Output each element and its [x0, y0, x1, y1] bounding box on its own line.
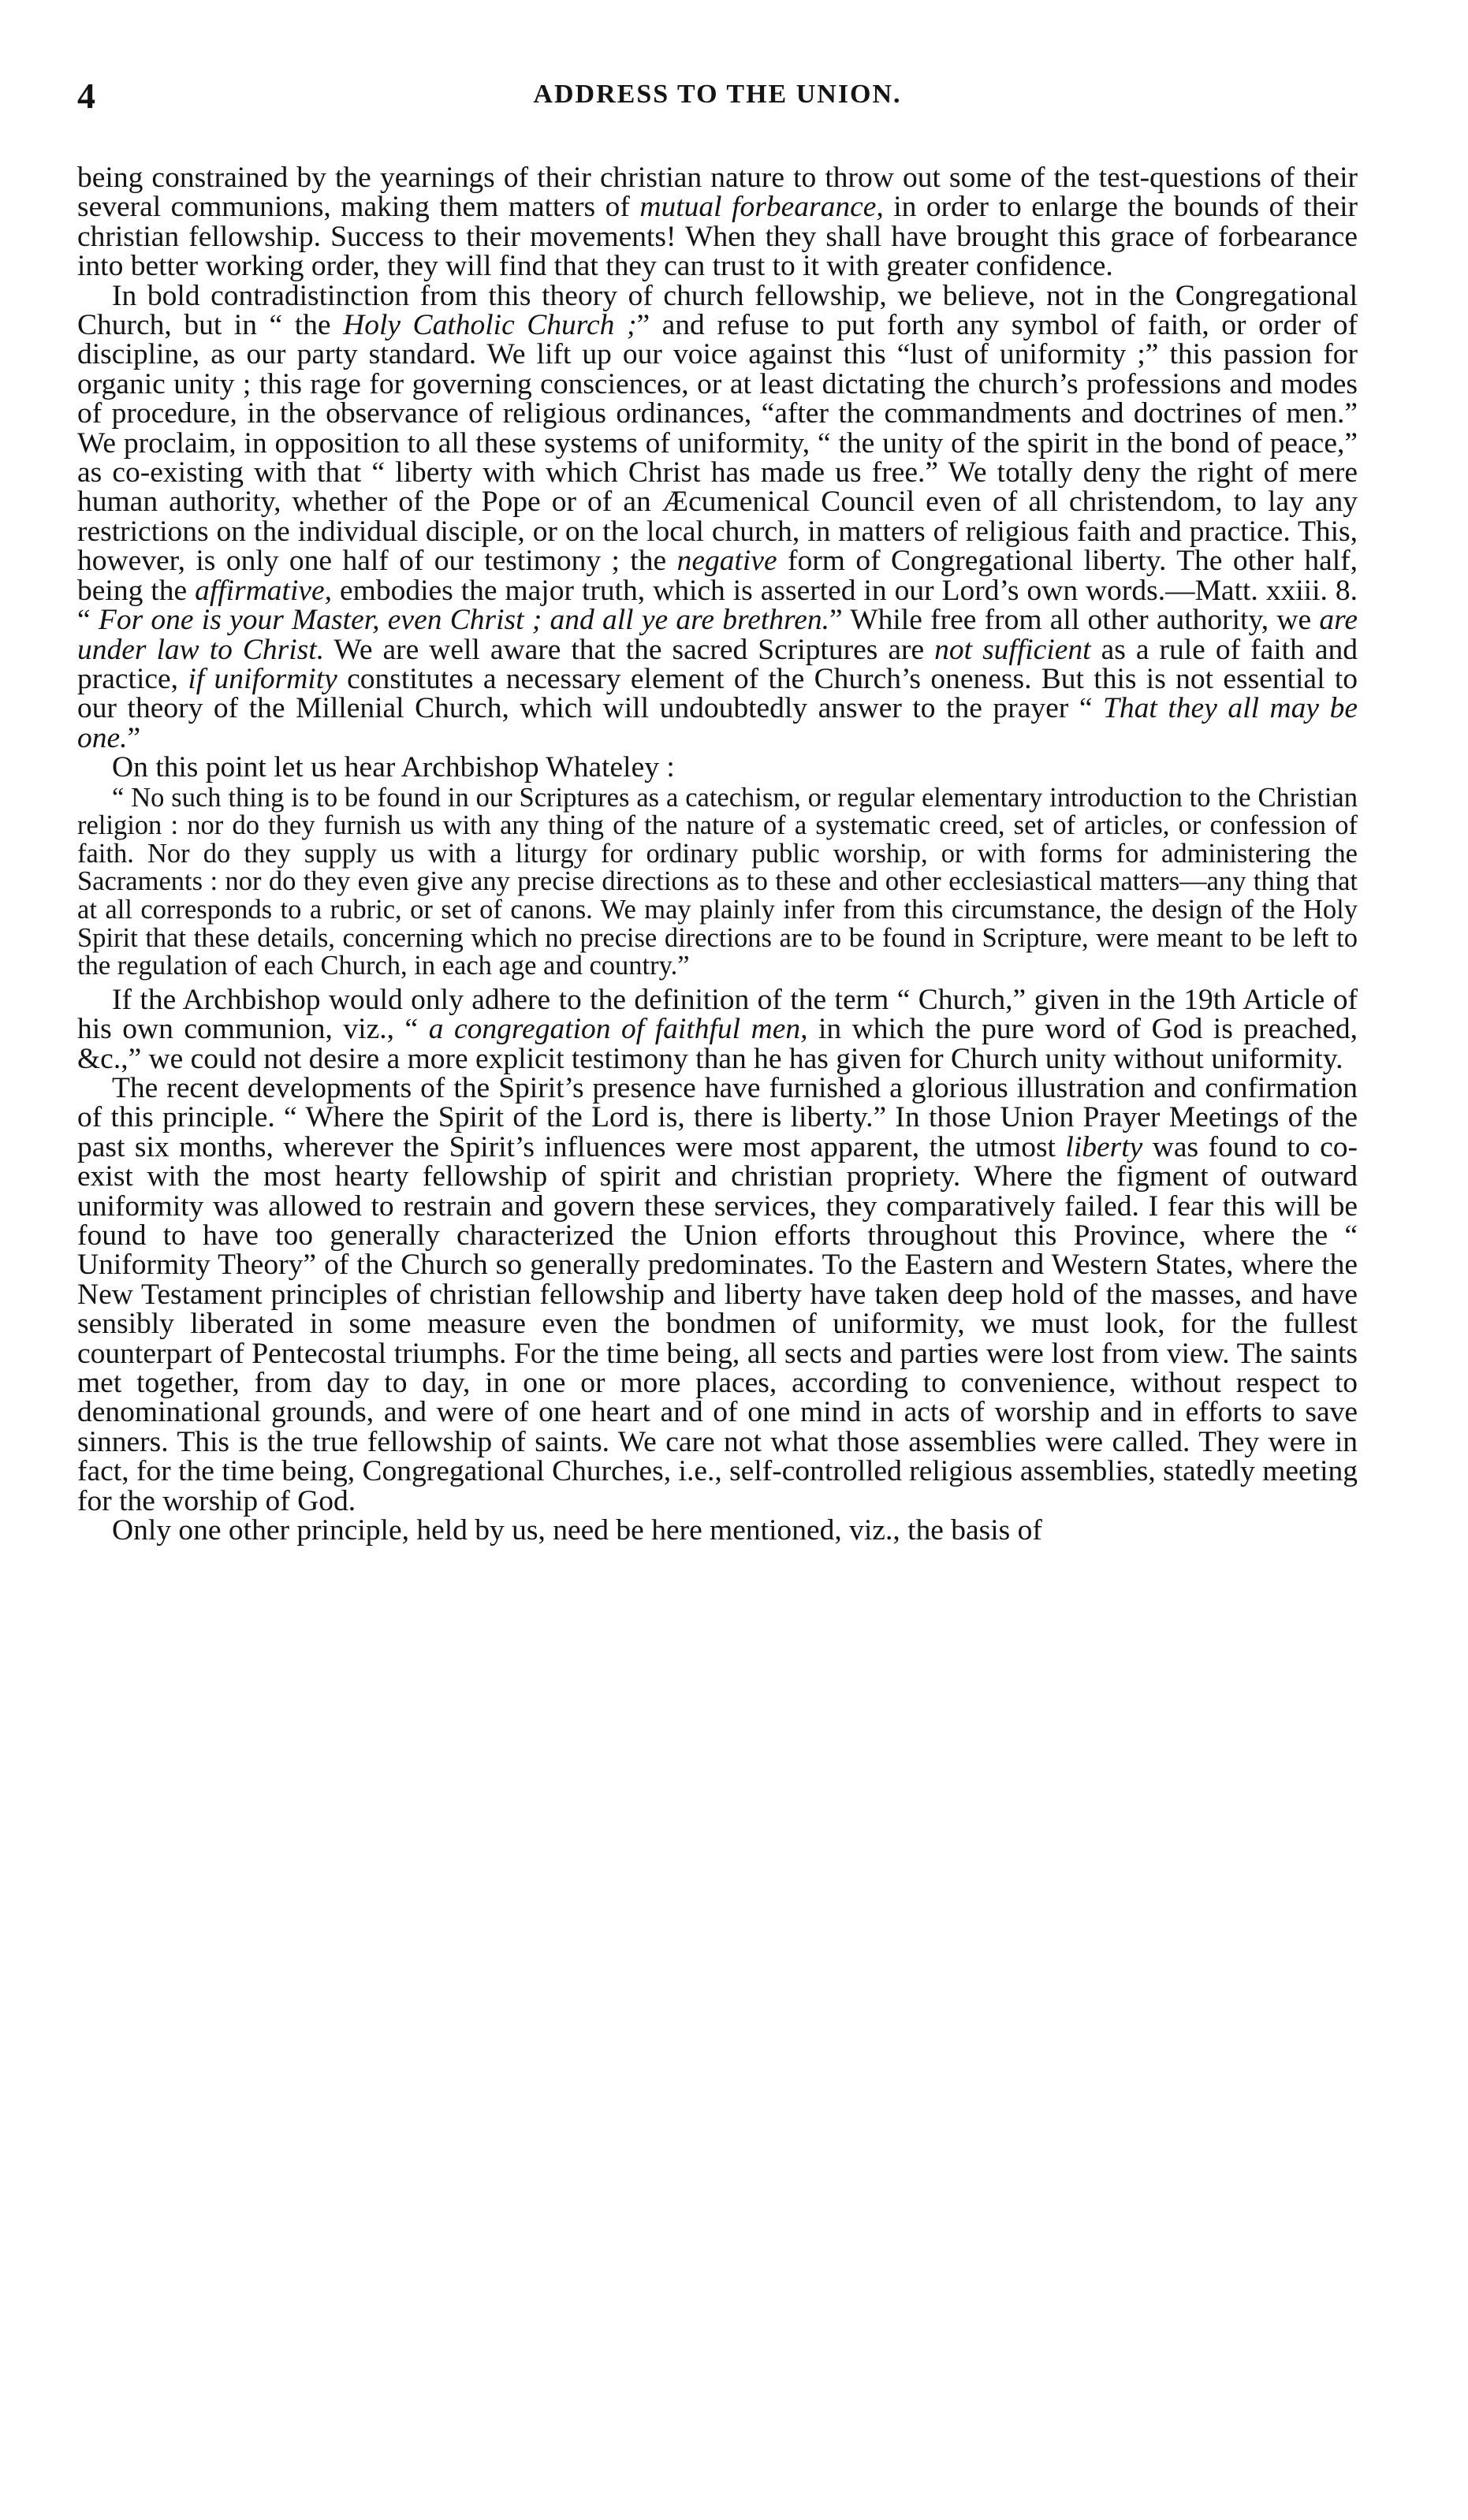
block-quote: [77, 784, 1358, 981]
text-run: The recent developments of the Spirit’s presence have furnished a glorious illustration and confirmation of this principle. “ Where the Spirit of the Lord is, there is liberty.” In those Union Prayer Meetings of the past six months, wherever the Spirit’s influences were most apparent, the utmost: [77, 1071, 1358, 1163]
text-run: constitutes a necessary element of the Church’s oneness. But this is not essential to our theory of the Millenial Church, which will undoubtedly answer to the prayer “: [77, 662, 1358, 725]
italic-run: a congregation of faithful men,: [428, 1013, 808, 1046]
text-run: On this point let us hear Archbishop Whateley :: [112, 751, 675, 784]
page-header: [77, 75, 1358, 132]
page-number: 4: [77, 76, 95, 116]
text-run: Only one other principle, held by us, need be here mentioned, viz., the basis of: [112, 1514, 1042, 1547]
paragraph-other-principle: [77, 1516, 1358, 1545]
paragraph-whateley-intro: [77, 753, 1358, 782]
text-run: embodies the major truth, which is asserted in our Lord’s own words.—Matt. xxiii. 8. “: [77, 574, 1358, 637]
text-run: form of Congregational liberty. The other half, being the: [77, 545, 1358, 607]
paragraph-recent-developments: [77, 1071, 1358, 1517]
quote-text: [77, 784, 1358, 981]
text-run: ” While free from all other authority, we: [829, 604, 1320, 637]
running-title: ADDRESS TO THE UNION.: [533, 80, 902, 109]
text-run: was found to co-exist with the most hearty fellowship of spirit and christian propriety. Where the figment of outward uniformity was allowed to restrain and govern these services, they comparatively failed. I fear this will be found to have too generally characterized the Union efforts throughout this Province, where the “ Uniformity Theory” of the Church so generally predominates. To the Eastern and Western States, where the New Testament principles of christian fellowship and liberty have taken deep hold of the masses, and have sensibly liberated in some measure even the bondmen of uniformity, we must look, for the fullest counterpart of Pentecostal triumphs. For the time being, all sects and parties were lost from view. The saints met together, from day to day, in one or more places, according to convenience, without respect to denominational grounds, and were of one heart and of one mind in acts of worship and in efforts to save sinners. This is the true fellowship of saints. We care not what those assemblies were called. They were in fact, for the time being, Congregational Churches, i.e., self-controlled religious assemblies, statedly meeting for the worship of God.: [77, 1130, 1358, 1517]
text-run: In bold contradistinction from this theory of church fellowship, we believe, not in the Congregational Church, but in “ the: [77, 279, 1358, 342]
italic-run: mutual forbearance,: [639, 191, 884, 224]
italic-run: That they all may be one.: [77, 692, 1358, 754]
text-run: We are well aware that the sacred Scriptures are: [324, 633, 935, 666]
text-run: as a rule of faith and practice,: [77, 633, 1358, 695]
italic-run: not sufficient: [934, 633, 1091, 666]
text-run: in order to enlarge the bounds of their christian fellowship. Success to their movements! When they shall have brought this grace of forbearance into better working order, they will find that they can trust to it with greater confidence.: [77, 191, 1358, 283]
italic-run: For one is your Master, even Christ ; and all ye are brethren.: [98, 604, 829, 637]
text-run: ”: [127, 721, 141, 754]
italic-run: negative: [676, 545, 777, 578]
text-run: being constrained by the yearnings of their christian nature to throw out some of the test-questions of their several communions, making them matters of: [77, 162, 1358, 224]
text-run: in which the pure word of God is preached, &c.,” we could not desire a more explicit testimony than he has given for Church unity without uniformity.: [77, 1013, 1358, 1075]
italic-run: Holy Catholic Church ;: [343, 309, 637, 342]
paragraph-archbishop-definition: [77, 985, 1358, 1074]
text-run: If the Archbishop would only adhere to the definition of the term “ Church,” given in the 19th Article of his own communion, viz., “: [77, 983, 1358, 1046]
italic-run: if uniformity: [188, 662, 337, 695]
paragraph-continuation: [77, 163, 1358, 281]
body-text: [77, 163, 1358, 1545]
paragraph-contradistinction: [77, 281, 1358, 754]
text-run: “ No such thing is to be found in our Scriptures as a catechism, or regular elementary introduction to the Christian religion : nor do they furnish us with any thing of the nature of a systematic creed, set of articles, or confession of faith. Nor do they supply us with a liturgy for ordinary public worship, or with forms for administering the Sacraments : nor do they even give any precise directions as to these and other ecclesiastical matters—any thing that at all corresponds to a rubric, or set of canons. We may plainly infer from this circumstance, the design of the Holy Spirit that these details, concerning which no precise directions are to be found in Scripture, were meant to be left to the regulation of each Church, in each age and country.”: [77, 782, 1358, 981]
text-run: ” and refuse to put forth any symbol of faith, or order of discipline, as our party standard. We lift up our voice against this “lust of uniformity ;” this passion for organic unity ; this rage for governing consciences, or at least dictating the church’s professions and modes of procedure, in the observance of religious ordinances, “after the commandments and doctrines of men.” We proclaim, in opposition to all these systems of uniformity, “ the unity of the spirit in the bond of peace,” as co-existing with that “ liberty with which Christ has made us free.” We totally deny the right of mere human authority, whether of the Pope or of an Æcumenical Council even of all christendom, to lay any restrictions on the individual disciple, or on the local church, in matters of religious faith and practice. This, however, is only one half of our testimony ; the: [77, 309, 1358, 578]
italic-run: affirmative,: [195, 574, 333, 607]
italic-run: are under law to Christ.: [77, 604, 1358, 666]
italic-run: liberty: [1065, 1130, 1143, 1163]
